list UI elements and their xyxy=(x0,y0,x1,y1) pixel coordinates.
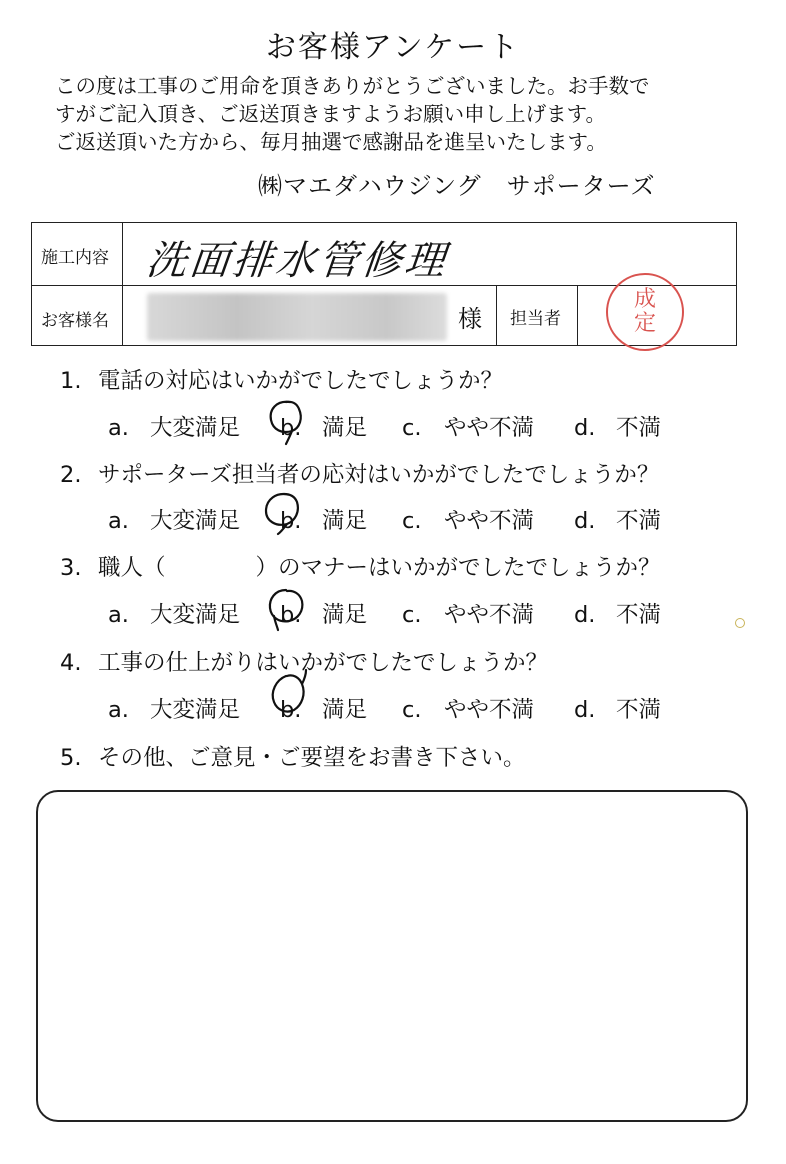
option-label: 不満 xyxy=(616,508,662,534)
option-letter: a. xyxy=(108,508,129,534)
question-text: その他、ご意見・ご要望をお書き下さい。 xyxy=(98,745,526,771)
option-label: 不満 xyxy=(616,415,662,441)
seal-char: 定 xyxy=(633,311,656,336)
option-letter: d. xyxy=(574,508,596,534)
intro-line-2: すがご記入頂き、ご返送頂きますようお願い申し上げます。 xyxy=(55,102,607,126)
customer-label: お客様名 xyxy=(41,311,109,331)
question-number: 4. xyxy=(60,650,82,676)
question-5 xyxy=(60,740,526,772)
option-a[interactable] xyxy=(108,410,240,442)
question-1 xyxy=(60,363,503,395)
company-name: ㈱マエダハウジング サポーターズ xyxy=(258,172,656,200)
option-letter: c. xyxy=(402,415,422,441)
option-label: 大変満足 xyxy=(150,508,241,534)
column-divider xyxy=(496,285,497,345)
intro-line-3: ご返送頂いた方から、毎月抽選で感謝品を進呈いたします。 xyxy=(55,130,607,154)
question-text: 電話の対応はいかがでしたでしょうか？ xyxy=(98,368,504,394)
work-label: 施工内容 xyxy=(41,248,109,268)
option-c[interactable] xyxy=(402,597,534,629)
option-d[interactable] xyxy=(574,410,661,442)
option-label: 大変満足 xyxy=(150,602,241,628)
question-2 xyxy=(60,457,659,489)
question-text: 職人（ ）のマナーはいかがでしたでしょうか？ xyxy=(98,555,661,581)
column-divider xyxy=(122,223,123,345)
question-3 xyxy=(60,550,661,582)
question-number: 2. xyxy=(60,462,82,488)
question-4 xyxy=(60,645,548,677)
option-letter: a. xyxy=(108,602,129,628)
option-label: やや不満 xyxy=(444,602,535,628)
work-value[interactable]: 洗面排水管修理 xyxy=(144,238,451,284)
question-text: 工事の仕上がりはいかがでしたでしょうか？ xyxy=(98,650,549,676)
option-b[interactable] xyxy=(280,503,367,535)
option-letter: b. xyxy=(280,415,302,441)
option-label: 不満 xyxy=(616,602,662,628)
option-a[interactable] xyxy=(108,597,240,629)
staff-label: 担当者 xyxy=(510,309,561,329)
question-text: サポーターズ担当者の応対はいかがでしたでしょうか？ xyxy=(98,462,660,488)
option-letter: c. xyxy=(402,697,422,723)
option-letter: d. xyxy=(574,415,596,441)
option-letter: c. xyxy=(402,508,422,534)
intro-text xyxy=(55,72,755,156)
option-letter: b. xyxy=(280,697,302,723)
option-letter: d. xyxy=(574,602,596,628)
seal-char: 成 xyxy=(633,287,656,312)
option-label: 満足 xyxy=(322,415,368,441)
question-number: 1. xyxy=(60,368,82,394)
column-divider xyxy=(577,285,578,345)
option-a[interactable] xyxy=(108,503,240,535)
option-letter: d. xyxy=(574,697,596,723)
option-label: 大変満足 xyxy=(150,415,241,441)
option-c[interactable] xyxy=(402,692,534,724)
intro-line-1: この度は工事のご用命を頂きありがとうございました。お手数で xyxy=(55,74,650,98)
question-number: 5. xyxy=(60,745,82,771)
option-letter: b. xyxy=(280,602,302,628)
option-d[interactable] xyxy=(574,503,661,535)
option-label: やや不満 xyxy=(444,697,535,723)
page-title: お客様アンケート xyxy=(265,30,521,65)
option-a[interactable] xyxy=(108,692,240,724)
option-label: やや不満 xyxy=(444,508,535,534)
option-label: 大変満足 xyxy=(150,697,241,723)
stray-mark xyxy=(735,618,745,628)
customer-name-redacted[interactable] xyxy=(147,293,447,341)
option-c[interactable] xyxy=(402,410,534,442)
honorific-label: 様 xyxy=(458,305,482,333)
option-b[interactable] xyxy=(280,597,367,629)
option-letter: c. xyxy=(402,602,422,628)
option-label: やや不満 xyxy=(444,415,535,441)
option-d[interactable] xyxy=(574,597,661,629)
option-letter: a. xyxy=(108,415,129,441)
option-d[interactable] xyxy=(574,692,661,724)
option-label: 満足 xyxy=(322,602,368,628)
option-c[interactable] xyxy=(402,503,534,535)
option-letter: a. xyxy=(108,697,129,723)
option-letter: b. xyxy=(280,508,302,534)
option-label: 不満 xyxy=(616,697,662,723)
comments-box[interactable] xyxy=(36,790,748,1122)
question-number: 3. xyxy=(60,555,82,581)
info-table xyxy=(31,222,737,346)
option-b[interactable] xyxy=(280,692,367,724)
option-b[interactable] xyxy=(280,410,367,442)
option-label: 満足 xyxy=(322,508,368,534)
seal-stamp xyxy=(606,273,684,351)
option-label: 満足 xyxy=(322,697,368,723)
